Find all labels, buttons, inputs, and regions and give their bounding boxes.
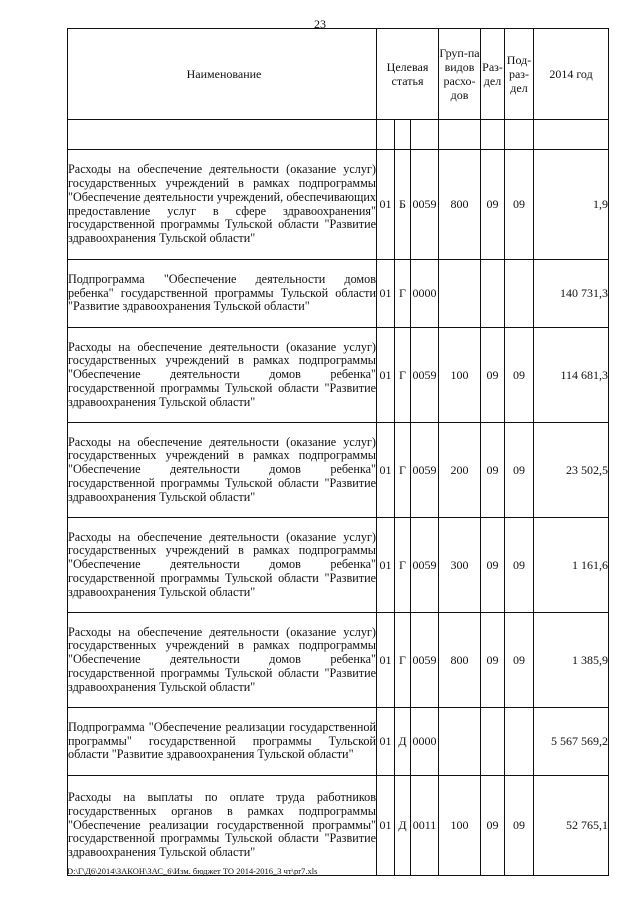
row-name: Расходы на обеспечение деятельности (оказание услуг) государственных учреждений в рамках подпрограммы "Обеспечение деятельности учреждений, обеспечивающих предоставление услуг в сфере здравоохранения" государственной программы Тульской области "Развитие здравоохранения Тульской области" <box>68 150 377 260</box>
row-code-direction: 0059 <box>411 518 439 613</box>
row-name: Расходы на выплаты по оплате труда работников государственных органов в рамках подпрограммы "Обеспечение реализации государственной программы" государственной программы Тульской области "Развитие здравоохранения Тульской области" <box>68 776 377 876</box>
table-row <box>68 423 609 518</box>
row-name: Расходы на обеспечение деятельности (оказание услуг) государственных учреждений в рамках подпрограммы "Обеспечение деятельности домов ребенка" государственной программы Тульской области "Развитие здравоохранения Тульской области" <box>68 328 377 423</box>
row-expense-group: 100 <box>439 328 481 423</box>
row-section: 09 <box>481 776 505 876</box>
row-code-subprogram: Б <box>395 150 411 260</box>
row-expense-group: 100 <box>439 776 481 876</box>
row-amount: 1 385,9 <box>534 613 609 708</box>
budget-table <box>67 28 609 876</box>
header-name: Наименование <box>68 29 377 120</box>
header-expense-group: Груп-па видов расхо-дов <box>439 29 481 120</box>
file-path-footer: D:\Г\Д6\2014\ЗАКОН\ЗАС_6\Изм. бюджет ТО 2014-2016_3 чт\pr7.xls <box>67 866 318 876</box>
header-section: Раз-дел <box>481 29 505 120</box>
row-code-program: 01 <box>377 150 395 260</box>
header-target-article: Целевая статья <box>377 29 439 120</box>
header-spacer-row <box>68 120 609 150</box>
row-amount: 1,9 <box>534 150 609 260</box>
row-code-subprogram: Г <box>395 613 411 708</box>
row-code-subprogram: Г <box>395 518 411 613</box>
row-code-subprogram: Г <box>395 260 411 328</box>
row-amount: 23 502,5 <box>534 423 609 518</box>
row-subsection: 09 <box>505 150 534 260</box>
row-code-program: 01 <box>377 423 395 518</box>
row-subsection: 09 <box>505 613 534 708</box>
row-expense-group <box>439 708 481 776</box>
table-header-row <box>68 29 609 120</box>
row-code-subprogram: Д <box>395 708 411 776</box>
row-code-direction: 0011 <box>411 776 439 876</box>
row-amount: 114 681,3 <box>534 328 609 423</box>
row-expense-group: 800 <box>439 613 481 708</box>
table-row <box>68 260 609 328</box>
row-amount: 5 567 569,2 <box>534 708 609 776</box>
row-code-subprogram: Д <box>395 776 411 876</box>
row-code-direction: 0059 <box>411 328 439 423</box>
header-year: 2014 год <box>534 29 609 120</box>
table-row <box>68 613 609 708</box>
row-expense-group: 800 <box>439 150 481 260</box>
row-code-subprogram: Г <box>395 328 411 423</box>
row-name: Подпрограмма "Обеспечение деятельности домов ребенка" государственной программы Тульской области "Развитие здравоохранения Тульской области" <box>68 260 377 328</box>
row-subsection: 09 <box>505 518 534 613</box>
row-name: Расходы на обеспечение деятельности (оказание услуг) государственных учреждений в рамках подпрограммы "Обеспечение деятельности домов ребенка" государственной программы Тульской области "Развитие здравоохранения Тульской области" <box>68 518 377 613</box>
row-subsection: 09 <box>505 776 534 876</box>
row-code-direction: 0059 <box>411 423 439 518</box>
row-amount: 1 161,6 <box>534 518 609 613</box>
row-expense-group: 300 <box>439 518 481 613</box>
row-code-direction: 0000 <box>411 708 439 776</box>
row-code-program: 01 <box>377 708 395 776</box>
row-code-direction: 0000 <box>411 260 439 328</box>
row-amount: 140 731,3 <box>534 260 609 328</box>
row-code-subprogram: Г <box>395 423 411 518</box>
row-code-program: 01 <box>377 328 395 423</box>
row-expense-group: 200 <box>439 423 481 518</box>
row-code-program: 01 <box>377 518 395 613</box>
row-code-direction: 0059 <box>411 150 439 260</box>
row-name: Подпрограмма "Обеспечение реализации государственной программы" государственной программы Тульской области "Развитие здравоохранения Тульской области" <box>68 708 377 776</box>
row-subsection <box>505 708 534 776</box>
table-row <box>68 328 609 423</box>
table-body <box>68 150 609 876</box>
row-name: Расходы на обеспечение деятельности (оказание услуг) государственных учреждений в рамках подпрограммы "Обеспечение деятельности домов ребенка" государственной программы Тульской области "Развитие здравоохранения Тульской области" <box>68 613 377 708</box>
row-expense-group <box>439 260 481 328</box>
row-section: 09 <box>481 423 505 518</box>
row-section: 09 <box>481 613 505 708</box>
row-section: 09 <box>481 150 505 260</box>
page-number: 23 <box>314 17 326 31</box>
row-subsection: 09 <box>505 328 534 423</box>
row-amount: 52 765,1 <box>534 776 609 876</box>
row-subsection: 09 <box>505 423 534 518</box>
table-row <box>68 518 609 613</box>
row-section <box>481 260 505 328</box>
row-code-program: 01 <box>377 776 395 876</box>
row-subsection <box>505 260 534 328</box>
row-code-direction: 0059 <box>411 613 439 708</box>
table-row <box>68 708 609 776</box>
row-section <box>481 708 505 776</box>
table-row <box>68 150 609 260</box>
table-row <box>68 776 609 876</box>
row-name: Расходы на обеспечение деятельности (оказание услуг) государственных учреждений в рамках подпрограммы "Обеспечение деятельности домов ребенка" государственной программы Тульской области "Развитие здравоохранения Тульской области" <box>68 423 377 518</box>
row-section: 09 <box>481 328 505 423</box>
row-code-program: 01 <box>377 613 395 708</box>
header-subsection: Под-раз-дел <box>505 29 534 120</box>
row-code-program: 01 <box>377 260 395 328</box>
row-section: 09 <box>481 518 505 613</box>
